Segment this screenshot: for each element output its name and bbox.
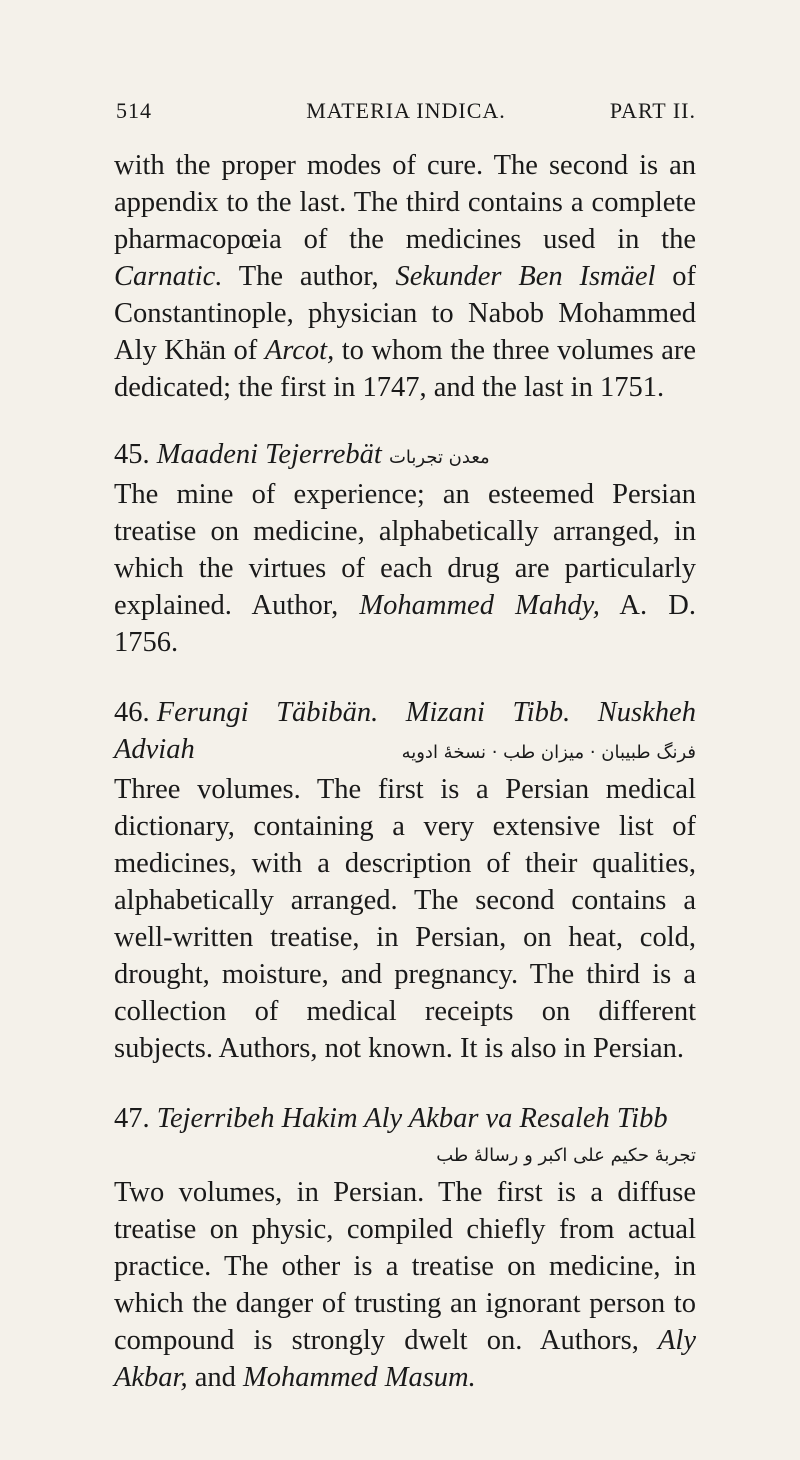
entry-47 — [114, 1100, 696, 1396]
entry-46 — [114, 694, 696, 1067]
part-label: PART II. — [609, 98, 696, 123]
persian-title: تجربهٔ حکیم علی اکبر و رسالهٔ طب — [436, 1145, 696, 1166]
entry-text: Two volumes, in Persian. The first is a diffuse treatise on physic, compiled chiefly from actual practice. The other is a treatise on medicine, in which the danger of trusting an ignorant person to compound is strongly dwelt on. Authors, — [114, 1177, 696, 1356]
running-title: MATERIA INDICA. — [306, 98, 506, 123]
entry-number: 45. — [114, 439, 150, 470]
entry-45-text — [114, 476, 696, 661]
entry-number: 47. — [114, 1103, 150, 1134]
intro-text-2: The author, — [222, 261, 396, 292]
entry-title-part: Ferungi — [156, 697, 249, 728]
place-carnatic: Carnatic. — [114, 261, 223, 292]
page-number: 514 — [116, 98, 152, 123]
entry-title-part: Täbibän. — [276, 697, 379, 728]
entry-title-part: Mizani — [405, 697, 485, 728]
entry-title-part: Adviah — [114, 734, 195, 765]
entry-46-text: Three volumes. The first is a Persian medical dictionary, containing a very extensive list of medicines, with a description of their qualities, alphabetically arranged. The second contains a well-written treatise, in Persian, on heat, cold, drought, moisture, and pregnancy. The third is a collection of medical receipts on different subjects. Authors, not known. It is also in Persian. — [114, 774, 696, 1064]
entry-47-persian — [114, 1137, 696, 1174]
entry-author: Mohammed Masum. — [243, 1362, 476, 1393]
author-name: Sekunder Ben Ismäel — [395, 261, 656, 292]
intro-text-4: to whom the three volumes are dedicated; the first in 1747, and the last in 1751. — [114, 335, 696, 403]
entry-text-and: and — [187, 1362, 244, 1393]
intro-text-1: with the proper modes of cure. The second is an appendix to the last. The third contains a complete pharmacopœia of the medicines used in the — [114, 150, 696, 255]
intro-paragraph — [114, 147, 696, 406]
entry-title: Tejerribeh Hakim Aly Akbar va Resaleh Tibb — [156, 1103, 668, 1134]
entry-45 — [114, 436, 696, 661]
entry-title: Maadeni Tejerrebät — [156, 439, 382, 470]
running-header — [116, 98, 696, 132]
entry-45-heading — [114, 436, 696, 476]
entry-title-part: Nuskheh — [597, 697, 696, 728]
entry-47-heading — [114, 1100, 696, 1137]
persian-title: فرنگ طبیبان · میزان طب · نسخهٔ ادویه — [401, 742, 696, 763]
place-arcot: Arcot, — [264, 335, 335, 366]
entry-text: The mine of experience; an esteemed Persian treatise on medicine, alphabetically arranged, in which the virtues of each drug are particularly explained. Author, — [114, 479, 696, 621]
entry-date: A. D. 1756. — [114, 590, 697, 658]
page-body — [114, 147, 696, 1396]
intro-text-3: of Constantinople, physician to Nabob Mohammed Aly Khän of — [114, 261, 696, 366]
entry-47-text — [114, 1174, 696, 1396]
entry-author: Mohammed Mahdy, — [359, 590, 600, 621]
entry-46-heading — [114, 694, 696, 731]
entry-author: Aly Akbar, — [114, 1325, 696, 1393]
entry-46-heading-2 — [114, 731, 696, 771]
persian-title: معدن تجربات — [388, 447, 490, 468]
entry-number: 46. — [114, 697, 150, 728]
entry-title-part: Tibb. — [512, 697, 571, 728]
